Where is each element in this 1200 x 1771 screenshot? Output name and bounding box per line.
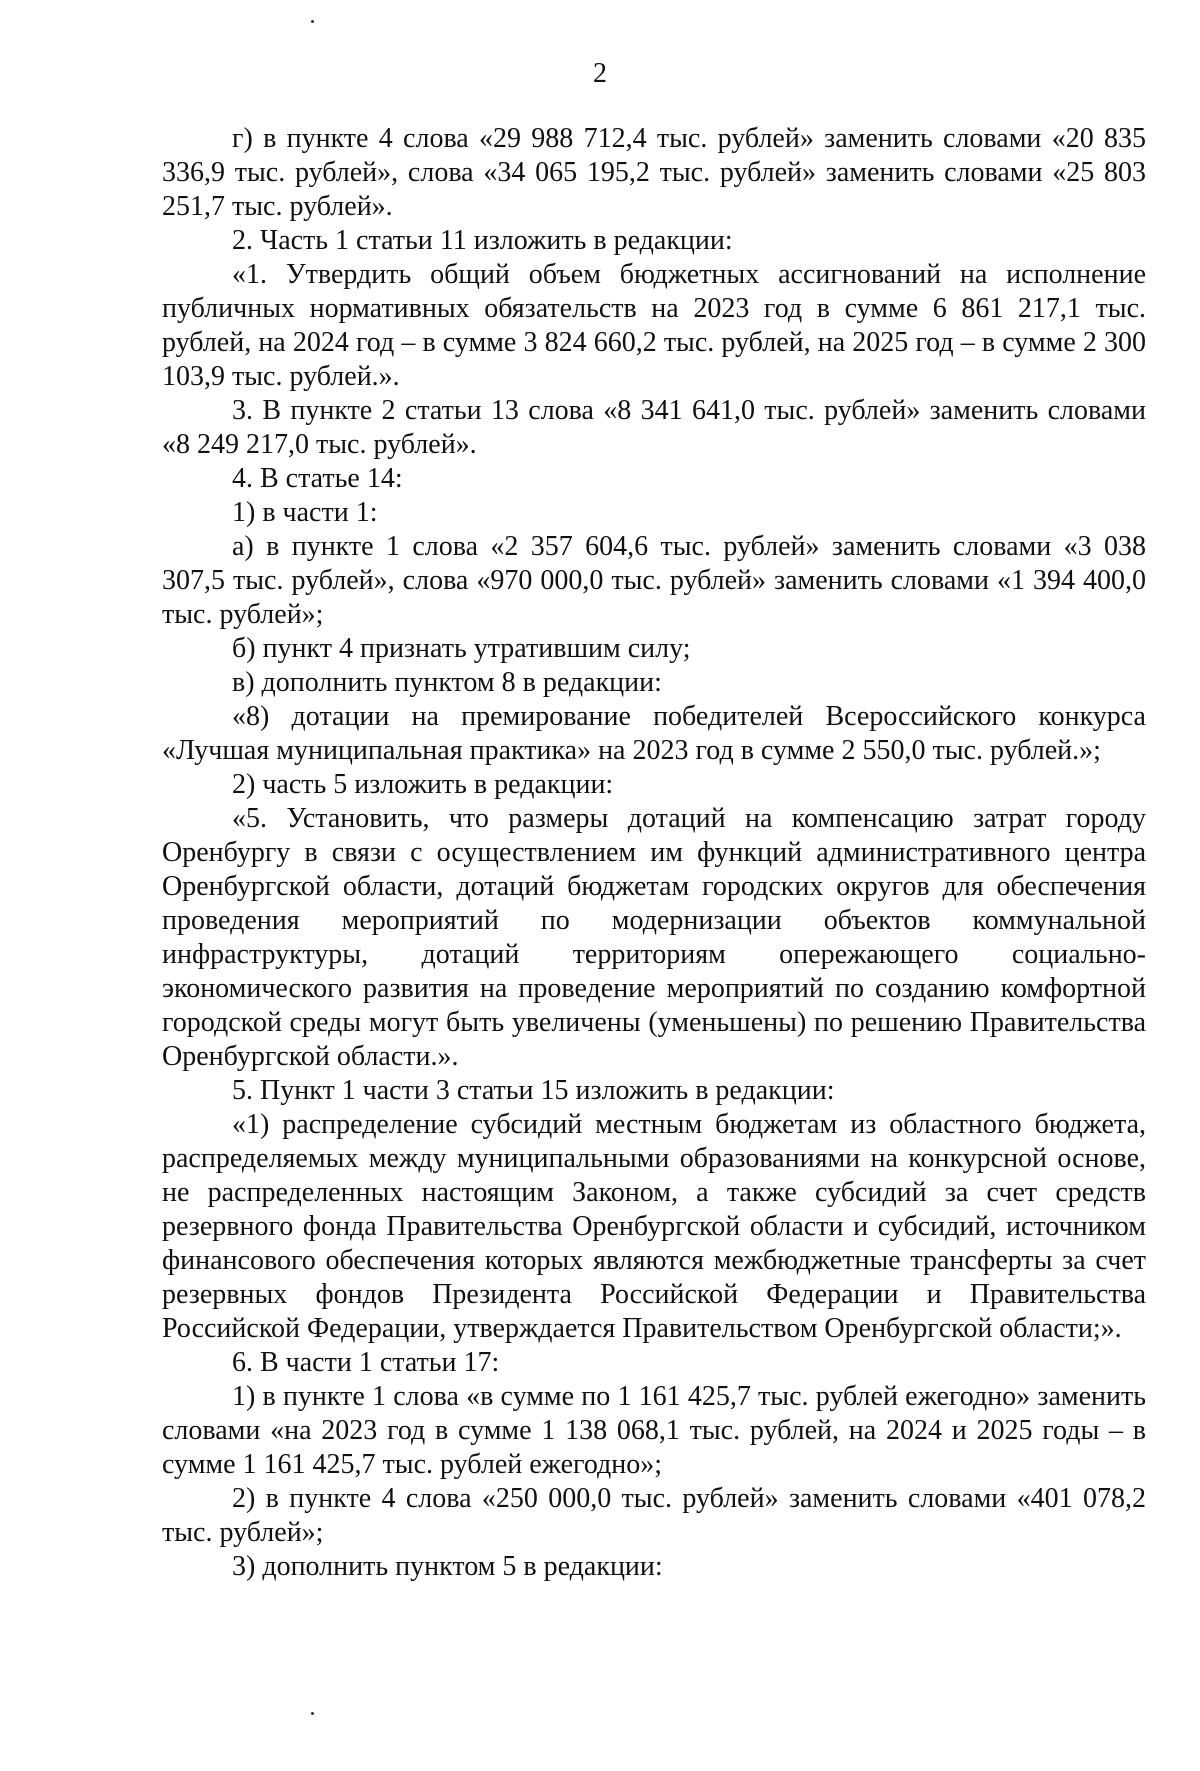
paragraph: «5. Установить, что размеры дотаций на компенсацию затрат городу Оренбургу в связи с осуществлением им функций административного центра Оренбургской области, дотаций бюджетам городских округов для обеспечения проведения мероприятий по модернизации объектов коммунальной инфраструктуры, дотаций территориям опережающего социально-экономического развития на проведение мероприятий по созданию комфортной городской среды могут быть увеличены (уменьшены) по решению Правительства Оренбургской области.». [162, 803, 1146, 1072]
paragraph: 1) в части 1: [232, 497, 378, 528]
paragraph: 2. Часть 1 статьи 11 изложить в редакции: [232, 225, 733, 256]
page-number: 2 [593, 58, 607, 89]
paragraph: 6. В части 1 статьи 17: [232, 1347, 500, 1378]
paragraph: «1) распределение субсидий местным бюджетам из областного бюджета, распределяемых между муниципальными образованиями на конкурсной основе, не распределенных настоящим Законом, а также субсидий за счет средств резервного фонда Правительства Оренбургской области и субсидий, источником финансового обеспечения которых являются межбюджетные трансферты за счет резервных фондов Президента Российской Федерации и Правительства Российской Федерации, утверждается Правительством Оренбургской области;». [162, 1109, 1146, 1344]
scan-speck [311, 1712, 314, 1715]
document-body [162, 122, 1146, 1584]
paragraph: 3) дополнить пунктом 5 в редакции: [232, 1551, 663, 1582]
paragraph: 1) в пункте 1 слова «в сумме по 1 161 425,7 тыс. рублей ежегодно» заменить словами «на 2023 год в сумме 1 138 068,1 тыс. рублей, на 2024 и 2025 годы – в сумме 1 161 425,7 тыс. рублей ежегодно»; [162, 1381, 1146, 1480]
paragraph: 2) в пункте 4 слова «250 000,0 тыс. рублей» заменить словами «401 078,2 тыс. рублей»; [162, 1483, 1146, 1548]
paragraph: «8) дотации на премирование победителей Всероссийского конкурса «Лучшая муниципальная практика» на 2023 год в сумме 2 550,0 тыс. рублей.»; [162, 701, 1146, 766]
paragraph: «1. Утвердить общий объем бюджетных ассигнований на исполнение публичных нормативных обязательств на 2023 год в сумме 6 861 217,1 тыс. рублей, на 2024 год – в сумме 3 824 660,2 тыс. рублей, на 2025 год – в сумме 2 300 103,9 тыс. рублей.». [162, 259, 1146, 392]
paragraph: в) дополнить пунктом 8 в редакции: [232, 667, 662, 698]
paragraph: 2) часть 5 изложить в редакции: [232, 769, 614, 800]
paragraph: 3. В пункте 2 статьи 13 слова «8 341 641,0 тыс. рублей» заменить словами «8 249 217,0 тыс. рублей». [162, 395, 1146, 460]
paragraph: а) в пункте 1 слова «2 357 604,6 тыс. рублей» заменить словами «3 038 307,5 тыс. рублей», слова «970 000,0 тыс. рублей» заменить словами «1 394 400,0 тыс. рублей»; [162, 531, 1146, 630]
paragraph: 4. В статье 14: [232, 463, 403, 494]
paragraph: г) в пункте 4 слова «29 988 712,4 тыс. рублей» заменить словами «20 835 336,9 тыс. рублей», слова «34 065 195,2 тыс. рублей» заменить словами «25 803 251,7 тыс. рублей». [162, 123, 1146, 222]
paragraph: б) пункт 4 признать утратившим силу; [232, 633, 691, 664]
scan-speck [311, 20, 314, 23]
paragraph: 5. Пункт 1 части 3 статьи 15 изложить в редакции: [232, 1075, 835, 1106]
